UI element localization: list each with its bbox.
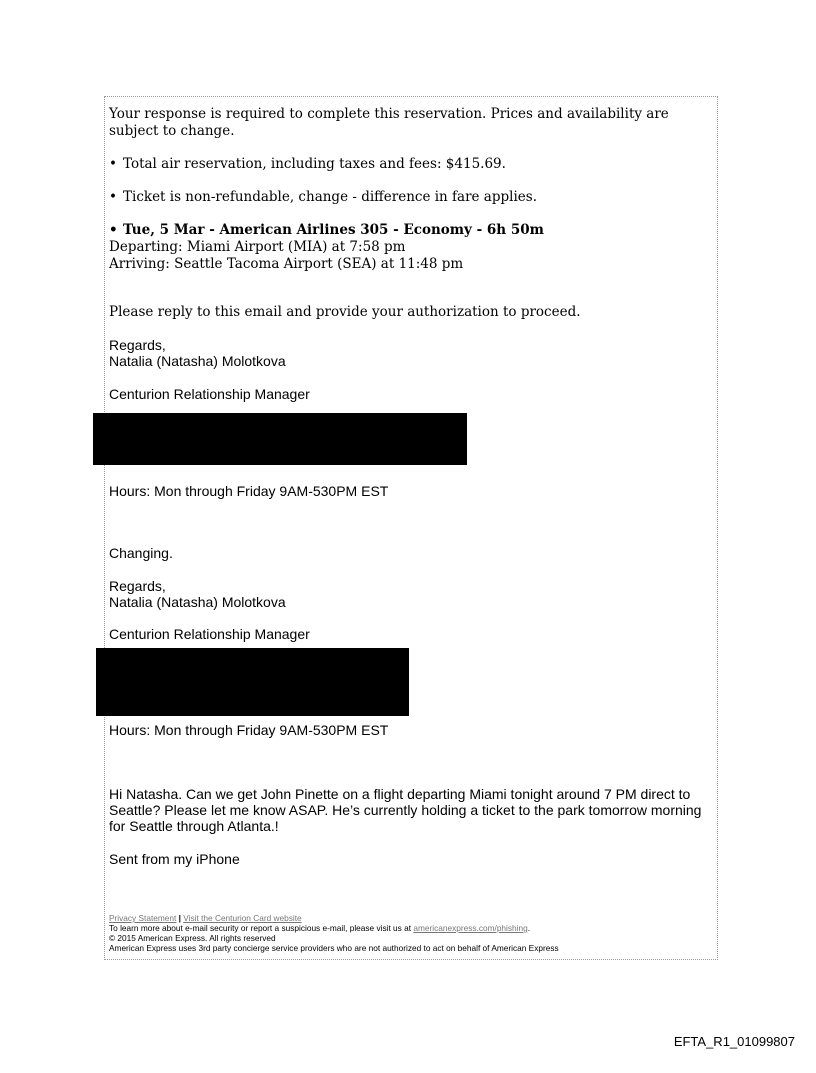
arriving-line: Arriving: Seattle Tacoma Airport (SEA) at 11:48 pm bbox=[109, 256, 464, 272]
bullet-ticket-terms: • Ticket is non-refundable, change - difference in fare applies. bbox=[109, 189, 537, 206]
footer-period: . bbox=[527, 923, 531, 933]
reply-request-text: Please reply to this email and provide your authorization to proceed. bbox=[109, 304, 581, 320]
bullet-total-fare: • Total air reservation, including taxes and fees: $415.69. bbox=[109, 156, 506, 173]
signature-name-2: Natalia (Natasha) Molotkova bbox=[109, 594, 286, 610]
footer-security-text: To learn more about e-mail security or report a suspicious e-mail, please visit us at bbox=[109, 923, 412, 933]
signature-regards-2: Regards, bbox=[109, 578, 166, 594]
request-line-1: Hi Natasha. Can we get John Pinette on a flight departing Miami tonight around 7 PM direct to bbox=[109, 786, 691, 802]
signature-regards-1: Regards, bbox=[109, 337, 166, 353]
signature-title-1: Centurion Relationship Manager bbox=[109, 386, 310, 402]
response-required-text: Your response is required to complete this reservation. Prices and availability are subject to change. bbox=[109, 106, 669, 139]
flight-header: • Tue, 5 Mar - American Airlines 305 - Economy - 6h 50m bbox=[109, 222, 544, 239]
footer-security-row bbox=[109, 923, 530, 933]
redaction-block-2 bbox=[96, 648, 409, 716]
phishing-link[interactable]: americanexpress.com/phishing bbox=[413, 923, 528, 933]
signature-hours-1: Hours: Mon through Friday 9AM-530PM EST bbox=[109, 483, 389, 499]
footer-copyright: © 2015 American Express. All rights reserved bbox=[109, 933, 276, 943]
request-line-3: for Seattle through Atlanta.! bbox=[109, 818, 279, 834]
redaction-block-1 bbox=[93, 413, 467, 465]
bates-number: EFTA_R1_01099807 bbox=[673, 1034, 795, 1049]
centurion-website-link[interactable]: Visit the Centurion Card website bbox=[183, 913, 302, 923]
request-line-2: Seattle? Please let me know ASAP. He’s currently holding a ticket to the park tomorrow morning bbox=[109, 802, 702, 818]
departing-line: Departing: Miami Airport (MIA) at 7:58 pm bbox=[109, 239, 406, 255]
footer-links-row bbox=[109, 913, 302, 923]
privacy-statement-link[interactable]: Privacy Statement bbox=[109, 913, 177, 923]
sent-from-text: Sent from my iPhone bbox=[109, 851, 240, 867]
changing-text: Changing. bbox=[109, 545, 173, 561]
footer-disclaimer: American Express uses 3rd party concierge service providers who are not authorized to act on behalf of American Express bbox=[109, 943, 559, 953]
signature-title-2: Centurion Relationship Manager bbox=[109, 626, 310, 642]
footer-separator: | bbox=[178, 913, 181, 923]
signature-name-1: Natalia (Natasha) Molotkova bbox=[109, 353, 286, 369]
signature-hours-2: Hours: Mon through Friday 9AM-530PM EST bbox=[109, 722, 389, 738]
